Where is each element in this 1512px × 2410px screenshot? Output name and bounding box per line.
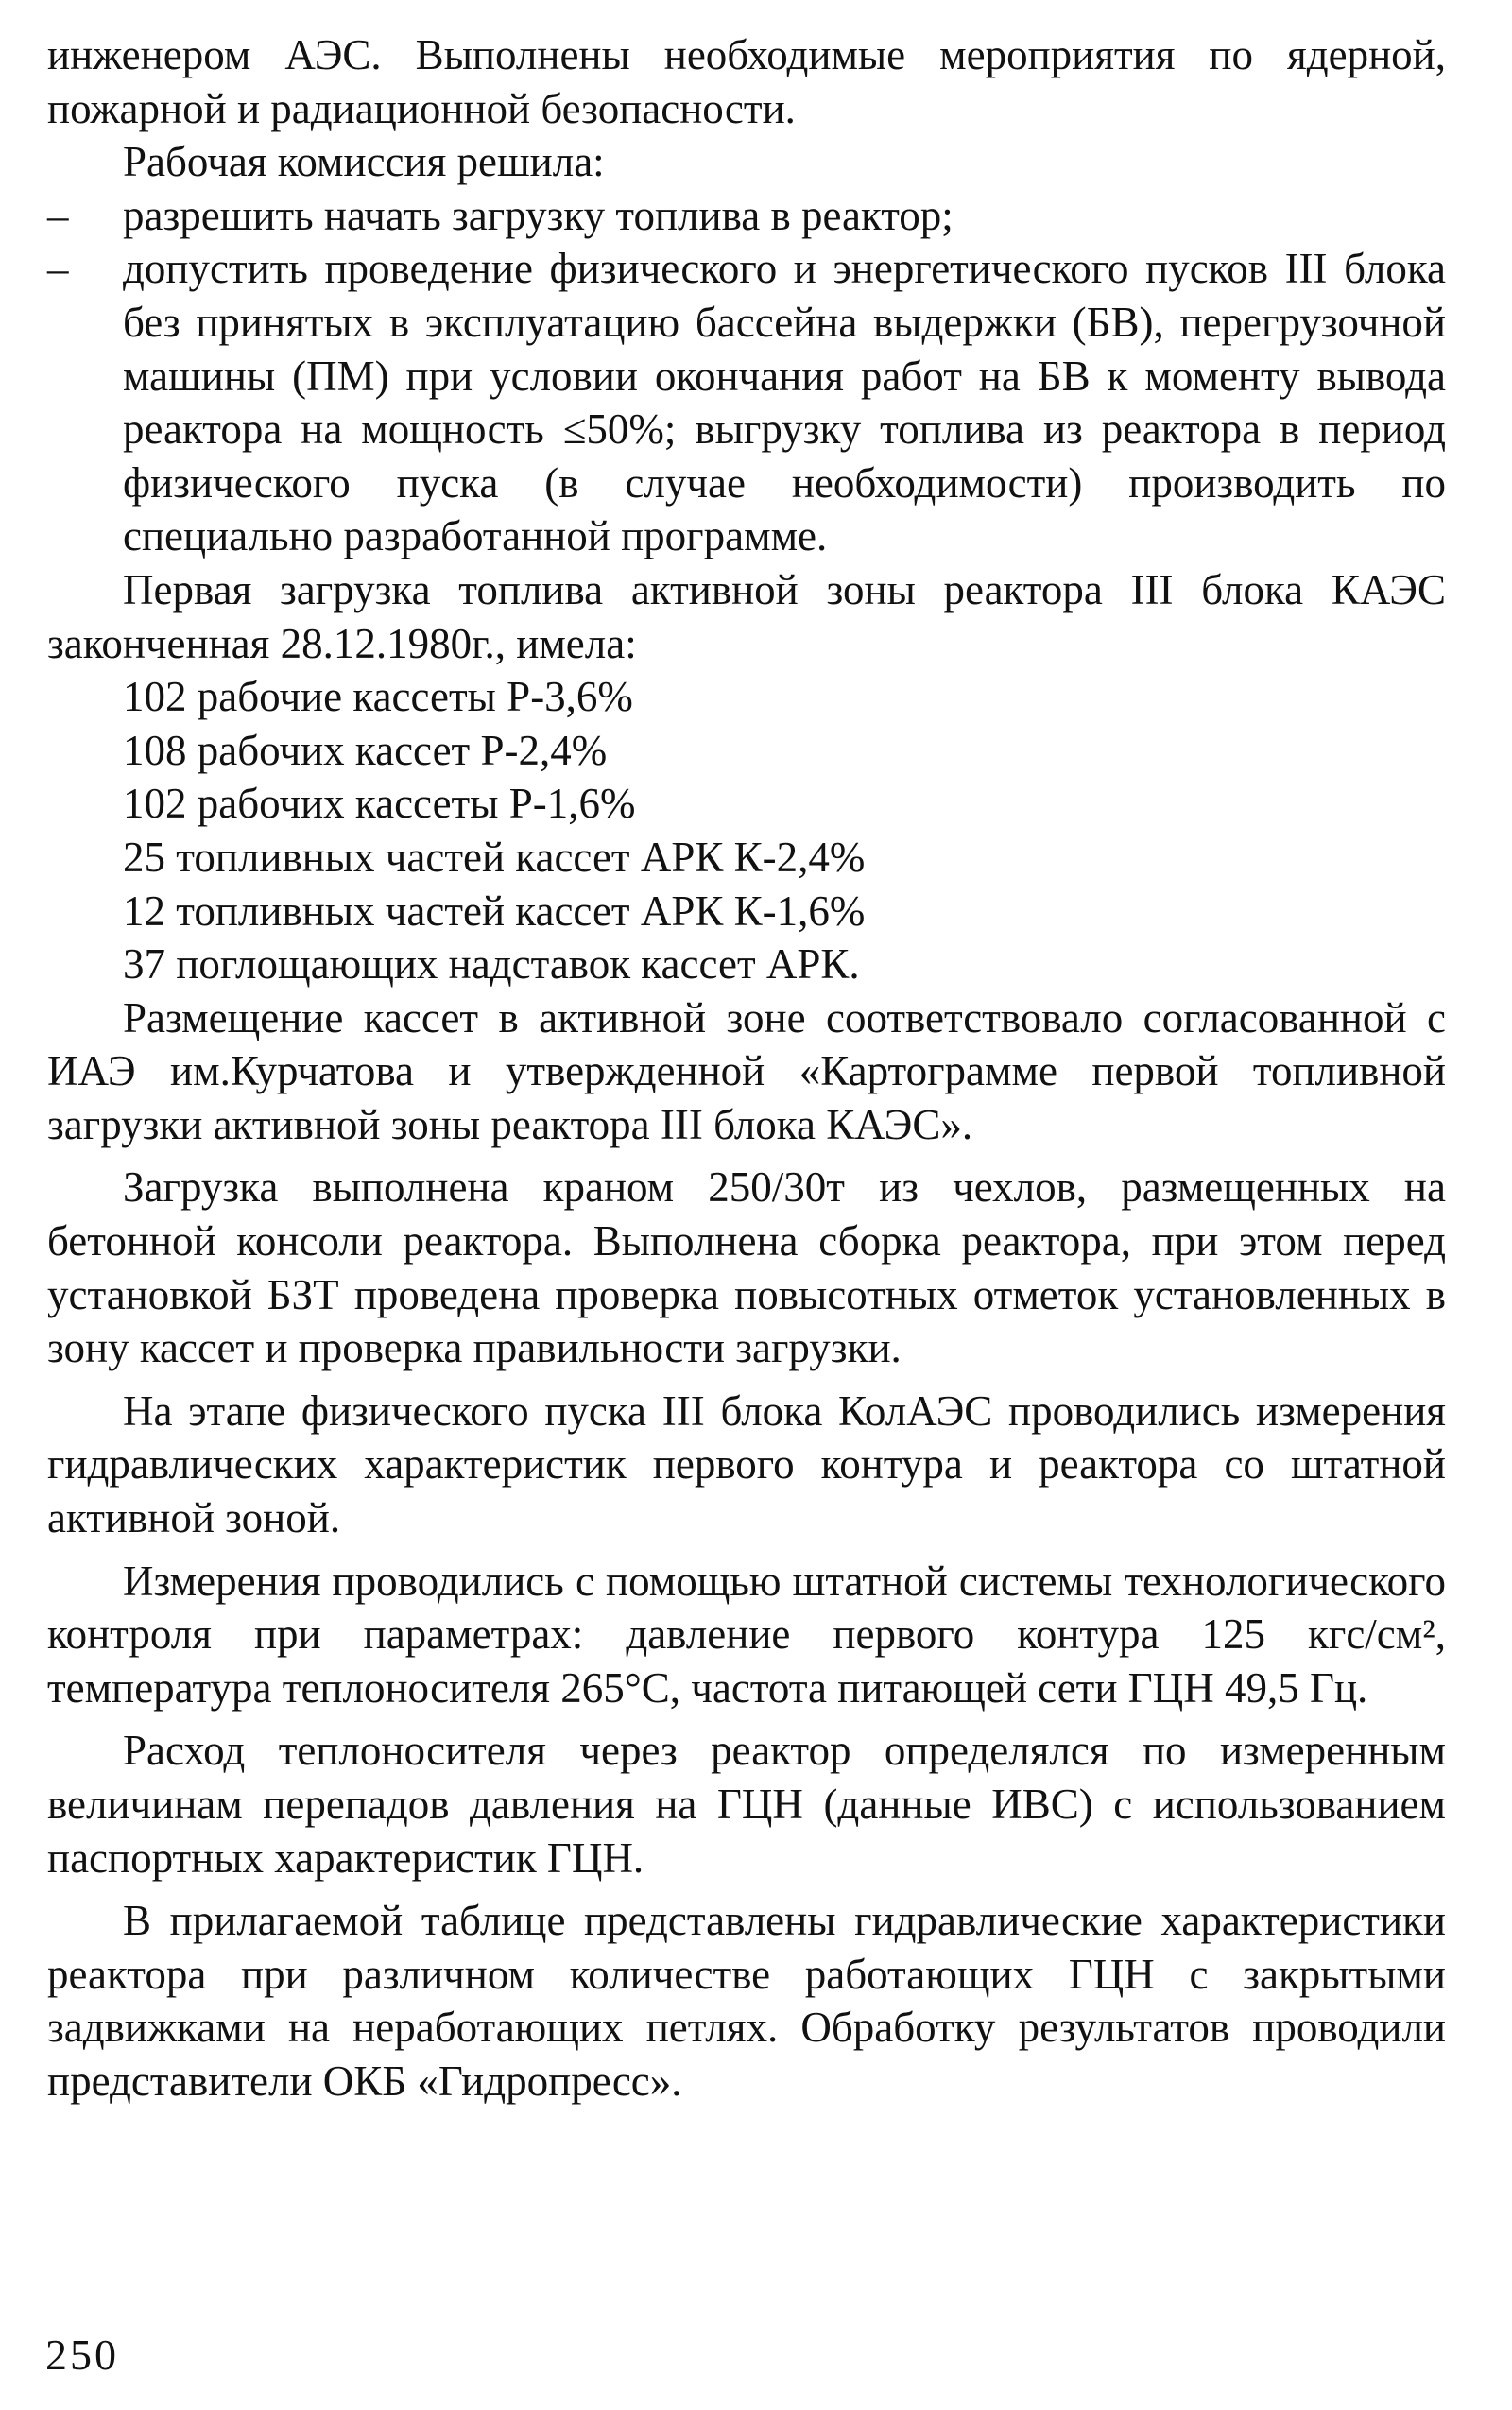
list-item-text: разрешить начать загрузку топлива в реактор; bbox=[123, 191, 954, 239]
list-item: 102 рабочих кассеты Р-1,6% bbox=[123, 780, 636, 828]
list-item: 37 поглощающих надставок кассет АРК. bbox=[123, 940, 860, 989]
paragraph-physical-start: На этапе физического пуска III блока КолАЭС проводились измерения гидравлических характеристик первого контура и реактора со штатной активной зоной. bbox=[47, 1386, 1446, 1542]
paragraph-commission-decision: Рабочая комиссия решила: bbox=[123, 138, 605, 186]
list-item-text: допустить проведение физического и энергетического пусков III блока без принятых в эксплуатацию бассейна выдержки (БВ), перегрузочной машины (ПМ) при условии окончания работ на БВ к моменту вывода реактора на мощность ≤50%; выгрузку топлива из реактора в период физического пуска (в случае необходимости) производить по специально разработанной программе. bbox=[123, 245, 1446, 560]
list-item bbox=[47, 189, 1446, 243]
dash-marker: – bbox=[47, 191, 69, 239]
paragraph-first-loading: Первая загрузка топлива активной зоны реактора III блока КАЭС законченная 28.12.1980г., имела: bbox=[47, 565, 1446, 667]
list-item bbox=[47, 242, 1446, 563]
list-item: 25 топливных частей кассет АРК К-2,4% bbox=[123, 833, 866, 881]
list-item: 12 топливных частей кассет АРК К-1,6% bbox=[123, 887, 866, 935]
paragraph-flow-rate: Расход теплоносителя через реактор определялся по измеренным величинам перепадов давления на ГЦН (данные ИВС) с использованием паспортных характеристик ГЦН. bbox=[47, 1727, 1446, 1882]
paragraph-measurements: Измерения проводились с помощью штатной системы технологического контроля при параметрах: давление первого контура 125 кгс/см², температура теплоносителя 265°С, частота питающей сети ГЦН 49,5 Гц. bbox=[47, 1557, 1446, 1712]
page-text bbox=[47, 28, 1446, 2109]
list-item: 108 рабочих кассет Р-2,4% bbox=[123, 726, 608, 774]
list-item: 102 рабочие кассеты Р-3,6% bbox=[123, 673, 633, 721]
loading-list bbox=[47, 670, 1446, 991]
page-number: 250 bbox=[45, 2331, 119, 2379]
paragraph-continuation: инженером АЭС. Выполнены необходимые мероприятия по ядерной, пожарной и радиационной безопасности. bbox=[47, 31, 1446, 132]
dash-marker: – bbox=[47, 245, 69, 293]
paragraph-loading-crane: Загрузка выполнена краном 250/30т из чехлов, размещенных на бетонной консоли реактора. Выполнена сборка реактора, при этом перед установкой БЗТ проведена проверка повысотных отметок установленных в зону кассет и проверка правильности загрузки. bbox=[47, 1163, 1446, 1372]
paragraph-table-note: В прилагаемой таблице представлены гидравлические характеристики реактора при различном количестве работающих ГЦН с закрытыми задвижками на неработающих петлях. Обработку результатов проводили представители ОКБ «Гидропресс». bbox=[47, 1897, 1446, 2105]
paragraph-placement: Размещение кассет в активной зоне соответствовало согласованной с ИАЭ им.Курчатова и утвержденной «Картограмме первой топливной загрузки активной зоны реактора III блока КАЭС». bbox=[47, 993, 1446, 1148]
